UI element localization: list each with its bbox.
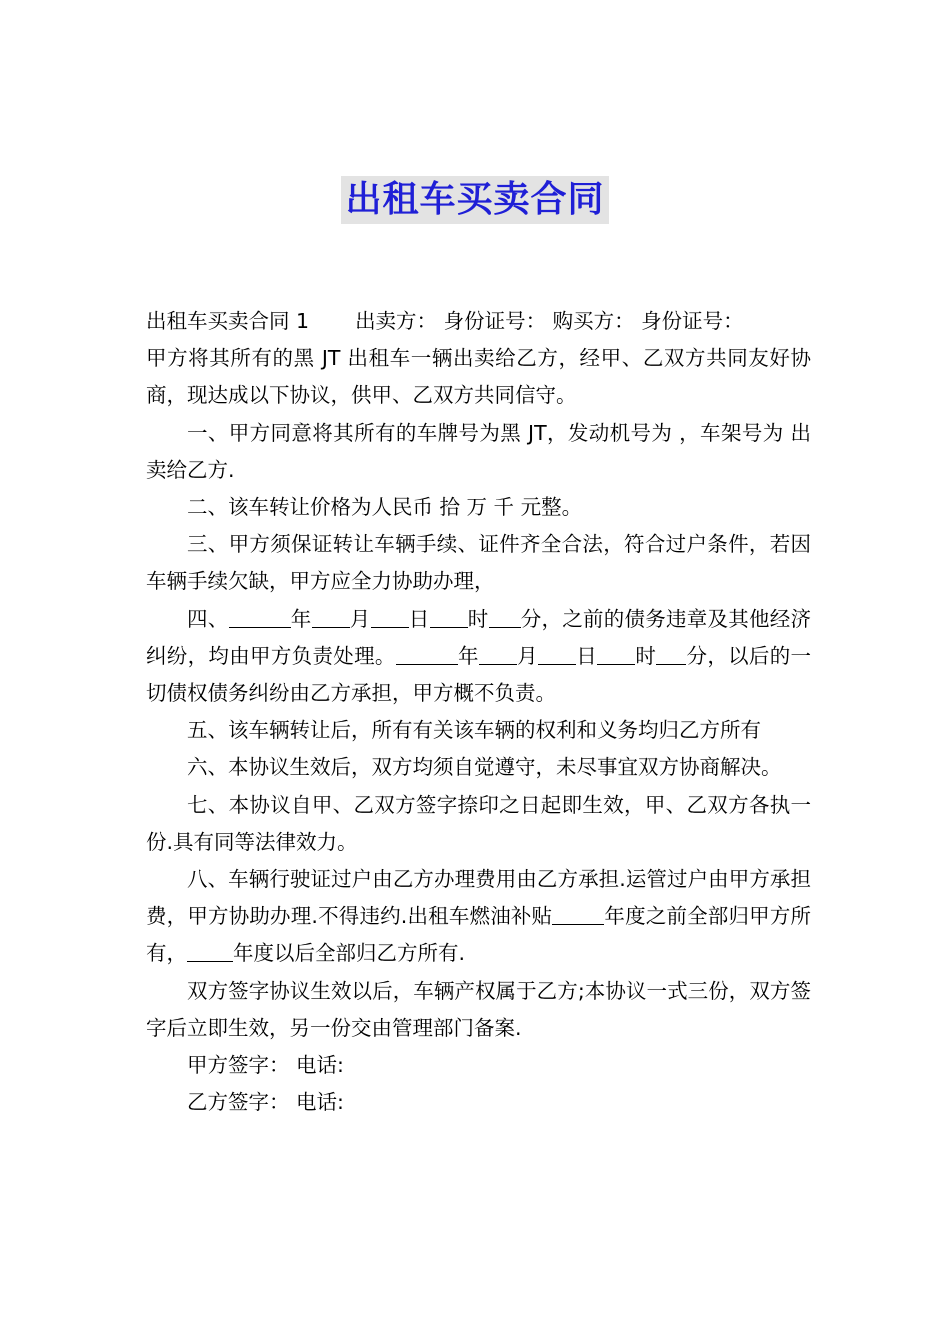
blank-minute-2: [656, 640, 686, 665]
clause-8-end: 年度以后全部归乙方所有.: [233, 941, 466, 966]
signature-party-b: 乙方签字： 电话:: [187, 1090, 344, 1115]
clause-4: [146, 601, 811, 713]
clause-2: 二、该车转让价格为人民币 拾 万 千 元整。: [187, 495, 583, 520]
blank-hour: [430, 603, 468, 628]
blank-day: [371, 603, 409, 628]
clause-8: [146, 861, 811, 973]
label-hour-2: 时: [635, 643, 657, 668]
title-wrap: [0, 176, 950, 224]
clause-4-start: 四、: [187, 606, 229, 631]
blank-subsidy-year-2: [187, 937, 233, 962]
blank-day-2: [538, 640, 576, 665]
intro-parties: 出卖方： 身份证号： 购买方： 身份证号：: [355, 309, 744, 333]
label-year-2: 年: [457, 643, 479, 668]
clause-7: 七、本协议自甲、乙双方签字捺印之日起即生效，甲、乙双方各执一份.具有同等法律效力。: [146, 792, 811, 854]
document-title: 出租车买卖合同: [341, 176, 608, 224]
blank-year-2: [396, 640, 458, 665]
clause-6: 六、本协议生效后，双方均须自觉遵守，未尽事宜双方协商解决。: [187, 755, 782, 780]
blank-hour-2: [597, 640, 635, 665]
clause-8-start: 八、车辆行驶证过户由乙方办理费用由乙方承担.运管过户由甲方承担费，甲方协助办理.不得违约.出租车燃油补贴: [146, 867, 811, 929]
intro-paragraph: 甲方将其所有的黑 JT 出租车一辆出卖给乙方，经甲、乙双方共同友好协商，现达成以下协议，供甲、乙双方共同信守。: [146, 346, 811, 408]
clause-3: 三、甲方须保证转让车辆手续、证件齐全合法，符合过户条件，若因车辆手续欠缺，甲方应全力协助办理，: [146, 532, 811, 594]
clause-5: 五、该车辆转让后，所有有关该车辆的权利和义务均归乙方所有: [187, 718, 761, 743]
label-hour: 时: [467, 606, 489, 631]
intro-line: [146, 303, 811, 340]
clause-4-end: 分，以后的一切债权债务纠纷由乙方承担，甲方概不负责。: [146, 643, 812, 706]
label-month: 月: [349, 606, 371, 631]
blank-subsidy-year: [552, 900, 604, 925]
label-year: 年: [290, 606, 312, 631]
intro-heading: 出租车买卖合同 1: [146, 309, 310, 333]
closing-paragraph: 双方签字协议生效以后，车辆产权属于乙方;本协议一式三份，双方签字后立即生效，另一份交由管理部门备案.: [146, 978, 811, 1040]
signature-party-a: 甲方签字： 电话:: [187, 1053, 344, 1078]
document-body: [146, 303, 811, 1121]
label-day: 日: [408, 606, 430, 631]
blank-month: [312, 603, 350, 628]
clause-8-mid: 年度之前全部归甲方所有，: [146, 904, 811, 966]
label-month-2: 月: [516, 643, 538, 668]
clause-1: 一、甲方同意将其所有的车牌号为黑 JT，发动机号为 ，车架号为 出卖给乙方.: [146, 420, 811, 482]
blank-minute: [489, 603, 521, 628]
blank-year: [229, 603, 291, 628]
blank-month-2: [479, 640, 517, 665]
label-day-2: 日: [575, 643, 598, 668]
clause-4-mid: 分，之前的债务违章及其他经济纠纷，均由甲方负责处理。: [146, 606, 811, 668]
